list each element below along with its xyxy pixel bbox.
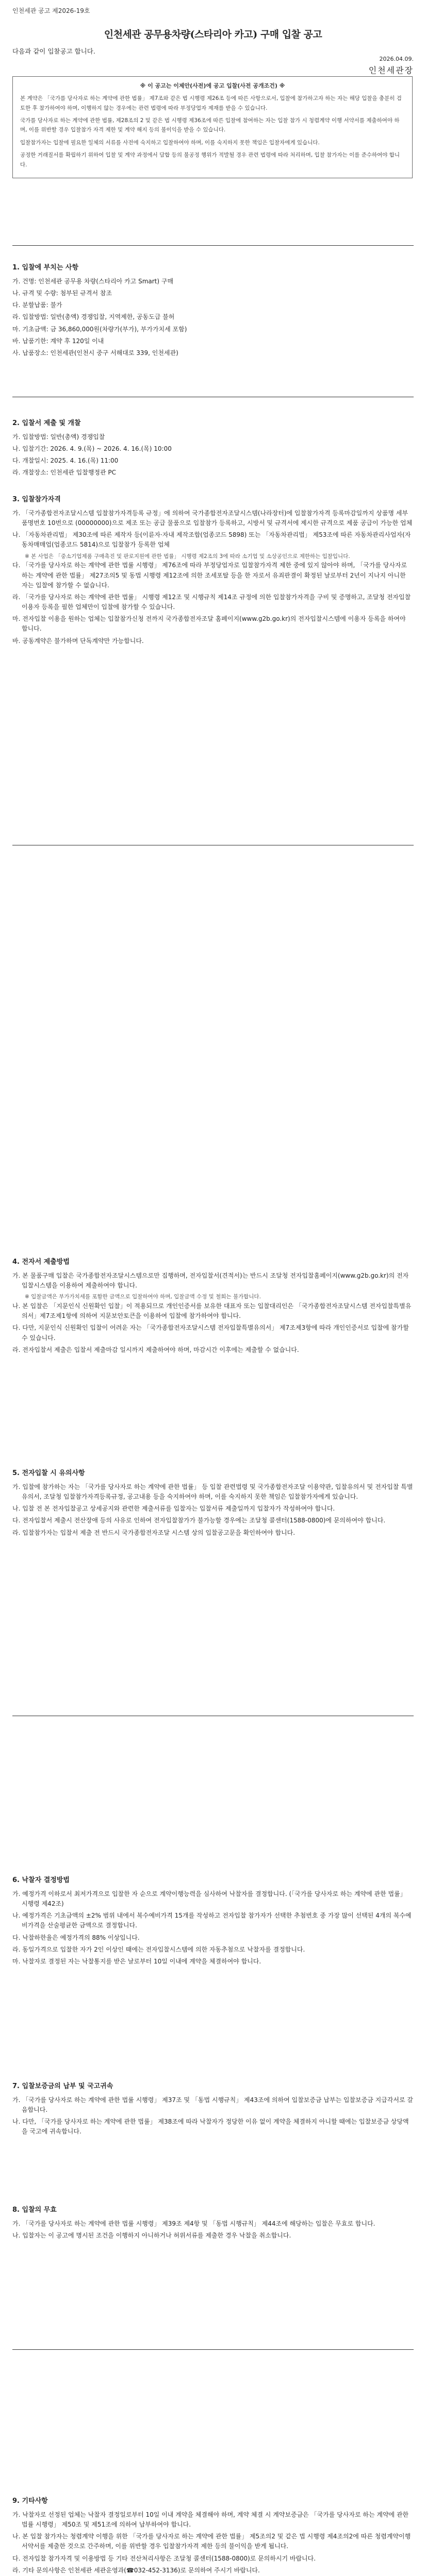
section-4 bbox=[12, 1257, 414, 1357]
list-item: 라. 입찰참가자는 입찰서 제출 전 반드시 국가종합전자조달 시스템 상의 입찰공고문을 확인하여야 합니다. bbox=[12, 1529, 296, 1536]
notice-paragraph: 공정한 거래질서를 확립하기 위하여 입찰 및 계약 과정에서 담합 등의 불공정 행위가 적발될 경우 관련 법령에 따라 처리하며, 입찰 참가자는 이를 준수하여야 합니다. bbox=[20, 152, 400, 168]
list-item: 라. 기타 문의사항은 인천세관 세관운영과(☎032-452-3136)로 문의하여 주시기 바랍니다. bbox=[12, 2566, 260, 2574]
list-item: 다. 전자입찰서 제출시 전산장애 등의 사유로 인하여 전자입찰참가가 불가능할 경우에는 조달청 콜센터(1588-0800)에 문의하여야 합니다. bbox=[12, 1517, 386, 1524]
list-item: 나. 다만, 「국가를 당사자로 하는 계약에 관한 법률」 제38조에 따라 낙찰자가 정당한 이유 없이 계약을 체결하지 아니할 때에는 입찰보증금 상당액을 국고에 귀속합니다. bbox=[12, 2118, 409, 2136]
section-1 bbox=[12, 263, 414, 360]
list-item: 가. 「국가를 당사자로 하는 계약에 관한 법률 시행령」 제37조 및 「동법 시행규칙」 제43조에 의하여 입찰보증금 납부는 입찰보증금 지급각서로 갈음합니다. bbox=[12, 2096, 413, 2113]
list-item: 나. 입찰 전 본 전자입찰공고 상세공지와 관련한 제출서류를 입찰자는 입찰서류 제출일까지 입찰자가 작성하여야 합니다. bbox=[12, 1505, 335, 1513]
notice-paragraph: 입찰참가자는 입찰에 필요한 일체의 서류를 사전에 숙지하고 입찰하여야 하며, 이를 숙지하지 못한 책임은 입찰자에게 있습니다. bbox=[20, 139, 320, 146]
issuer-name-top: 인천세관장 bbox=[368, 65, 414, 75]
notice-paragraph: 본 계약은 「국가를 당사자로 하는 계약에 관한 법률」 제7조와 같은 법 시행령 제26조 등에 따른 사항으로서, 입찰에 참가하고자 하는 자는 해당 입찰을 충분히 검토한 후 참가하여야 하며, 이행하지 않는 경우에는 관련 법령에 따라 부정당업자 제재를 받을 수 있습니다. bbox=[20, 95, 402, 111]
list-item: 나. 규격 및 수량: 첨부된 규격서 참조 bbox=[12, 289, 112, 297]
section-3-note: ※ 본 사업은 「중소기업제품 구매촉진 및 판로지원에 관한 법률」 시행령 제2조의 3에 따라 소기업 및 소상공인으로 제한하는 입찰입니다. bbox=[25, 553, 350, 560]
section-4-heading: 4. 전자서 제출방법 bbox=[12, 1258, 70, 1266]
section-6 bbox=[12, 1875, 414, 1969]
list-item: 다. 개찰일시: 2025. 4. 16.(목) 11:00 bbox=[12, 457, 119, 465]
list-item: 가. 입찰에 참가하는 자는 「국가를 당사자로 하는 계약에 관한 법률」 등 입찰 관련법령 및 국가종합전자조달 이용약관, 입찰유의서 및 전자입찰 특별유의서, 조달청 입찰참가자격등록규정, 공고내용 등을 숙지하여야 하며, 이를 숙지하지 못한 책임은 입찰참가자에게 있습니다. bbox=[12, 1483, 413, 1500]
section-5 bbox=[12, 1468, 414, 1540]
list-item: 나. 예정가격은 기초금액의 ±2% 범위 내에서 복수예비가격 15개를 작성하고 전자입찰 참가자가 선택한 추첨번호 중 가장 많이 선택된 4개의 복수예비가격을 산술평균한 금액으로 결정합니다. bbox=[12, 1912, 412, 1929]
list-item: 다. 전자입찰 참가자격 및 이용방법 등 기타 전산처리사항은 조달청 콜센터(1588-0800)로 문의하시기 바랍니다. bbox=[12, 2554, 316, 2562]
section-8 bbox=[12, 2205, 414, 2243]
list-item: 가. 건명: 인천세관 공무용 차량(스타리아 카고 Smart) 구매 bbox=[12, 277, 174, 285]
section-6-heading: 6. 낙찰자 결정방법 bbox=[12, 1876, 70, 1884]
date-top: 2026.04.09. bbox=[379, 56, 414, 62]
list-item: 라. 「국가를 당사자로 하는 계약에 관한 법률」 시행령 제12조 및 시행규칙 제14조 규정에 의한 입찰참가자격을 구비 및 증명하고, 조달청 전자입찰 이용자 등록을 필한 업체만이 입찰에 참가할 수 있습니다. bbox=[12, 593, 411, 611]
section-4-note: ※ 입찰금액은 부가가치세를 포함한 금액으로 입찰하여야 하며, 입찰금액 수정 및 철회는 불가합니다. bbox=[25, 1294, 261, 1300]
list-item: 라. 개찰장소: 인천세관 입찰행정관 PC bbox=[12, 469, 117, 477]
list-item: 다. 낙찰하한율은 예정가격의 88% 이상입니다. bbox=[12, 1934, 140, 1941]
section-5-heading: 5. 전자입찰 시 유의사항 bbox=[12, 1469, 85, 1477]
list-item: 다. 다만, 지문인식 신원확인 입찰이 어려운 자는 「국가종합전자조달시스템 전자입찰특별유의서」 제7조제3항에 따라 개인인증서로 입찰에 참가할 수 있습니다. bbox=[12, 1324, 409, 1342]
list-item: 나. 입찰기간: 2026. 4. 9.(목) ~ 2026. 4. 16.(목) 10:00 bbox=[12, 445, 172, 452]
list-item: 바. 공동계약은 불가하며 단독계약만 가능합니다. bbox=[12, 637, 144, 645]
section-7-heading: 7. 입찰보증금의 납부 및 국고귀속 bbox=[12, 2082, 113, 2090]
notice-heading: ※ 이 공고는 이제안(사전)에 공고 입찰(사전 공개조건) ※ bbox=[140, 82, 285, 89]
list-item: 나. 본 입찰은 「지문인식 신원확인 입찰」이 적용되므로 개인인증서를 보유한 대표자 또는 입찰대리인은 「국가종합전자조달시스템 전자입찰특별유의서」제7조제1항에 의하여 지문보안토큰을 이용하여 입찰에 참가하여야 합니다. bbox=[12, 1302, 412, 1320]
list-item: 가. 예정가격 이하로서 최저가격으로 입찰한 자 순으로 계약이행능력을 심사하여 낙찰자를 결정합니다. (「국가를 당사자로 하는 계약에 관한 법률」 시행령 제42조) bbox=[12, 1890, 406, 1907]
section-3 bbox=[12, 495, 414, 648]
issuer-top bbox=[369, 55, 414, 77]
page-title: 인천세관 공무용차량(스타리아 카고) 구매 입찰 공고 bbox=[104, 29, 322, 40]
divider bbox=[12, 245, 414, 246]
section-8-heading: 8. 입찰의 무효 bbox=[12, 2206, 57, 2214]
list-item: 마. 기초금액: 금 36,860,000원(차량가(부가), 부가가치세 포함) bbox=[12, 325, 187, 333]
list-item: 라. 입찰방법: 일반(총액) 경쟁입찰, 지역제한, 공동도급 불허 bbox=[12, 313, 175, 321]
section-2-heading: 2. 입찰서 제출 및 개찰 bbox=[12, 419, 81, 427]
list-item: 가. 「국가종합전자조달시스템 입찰참가자격등록 규정」에 의하여 국가종합전자조달시스템(나라장터)에 입찰참가자격 등록마감일까지 상품명 세부품명번호 10번으로 (00000000)으로 제조 또는 공급 물품으로 입찰참가 등록하고, 시방서 및 규격서에 제시한 규격으로 제품 공급이 가능한 업체 bbox=[12, 509, 413, 527]
section-2 bbox=[12, 418, 414, 480]
section-1-heading: 1. 입찰에 부치는 사항 bbox=[12, 264, 79, 272]
notice-box bbox=[12, 76, 413, 178]
list-item: 가. 낙찰자로 선정된 업체는 낙찰자 결정일로부터 10일 이내 계약을 체결해야 하며, 계약 체결 시 계약보증금은 「국가를 당사자로 하는 계약에 관한 법률 시행령」 제50조 및 제51조에 의하여 납부하여야 합니다. bbox=[12, 2511, 409, 2528]
list-item: 마. 낙찰자로 결정된 자는 낙찰통지를 받은 날로부터 10일 이내에 계약을 체결하여야 합니다. bbox=[12, 1957, 261, 1965]
list-item: 가. 입찰방법: 일반(총액) 경쟁입찰 bbox=[12, 433, 105, 440]
section-3-heading: 3. 입찰참가자격 bbox=[12, 496, 61, 503]
list-item: 라. 전자입찰서 제출은 입찰서 제출마감 일시까지 제출하여야 하며, 마감시간 이후에는 제출할 수 없습니다. bbox=[12, 1346, 299, 1353]
list-item: 나. 「자동차관리법」 제30조에 따른 제작자 등(이륜자·자내 제작조합(업종코드 5898) 또는 「자동차관리법」 제53조에 따른 자동차관리사업자(자동차매매업(업종코드 5814)으로 입찰참가 등록한 업체 bbox=[12, 531, 411, 549]
list-item: 바. 납품기한: 계약 후 120일 이내 bbox=[12, 337, 104, 345]
divider bbox=[12, 2349, 414, 2350]
section-7 bbox=[12, 2081, 414, 2139]
list-item: 가. 「국가를 당사자로 하는 계약에 관한 법률 시행령」 제39조 제4항 및 「동법 시행규칙」 제44조에 해당하는 입찰은 무효로 합니다. bbox=[12, 2219, 375, 2227]
list-item: 라. 동일가격으로 입찰한 자가 2인 이상인 때에는 전자입찰시스템에 의한 자동추첨으로 낙찰자를 결정합니다. bbox=[12, 1945, 305, 1953]
list-item: 나. 입찰자는 이 공고에 명시된 조건을 이행하지 아니하거나 허위서류를 제출한 경우 낙찰을 취소합니다. bbox=[12, 2231, 291, 2239]
doc-number: 인천세관 공고 제2026-19호 bbox=[12, 7, 90, 14]
section-9-heading: 9. 기타사항 bbox=[12, 2497, 48, 2505]
list-item: 나. 본 입찰 참가자는 청렴계약 이행을 위한 「국가를 당사자로 하는 계약에 관한 법률」 제5조의2 및 같은 법 시행령 제4조의2에 따른 청렴계약이행서약서를 제출한 것으로 간주하며, 이를 위반할 경우 입찰참가자격 제한 등의 불이익을 받게 됩니다. bbox=[12, 2533, 411, 2550]
list-item: 사. 납품장소: 인천세관(인천시 중구 서해대로 339, 인천세관) bbox=[12, 349, 178, 357]
list-item: 다. 「국가를 당사자로 하는 계약에 관한 법률 시행령」 제76조에 따라 부정당업자로 입찰참가자격 제한 중에 있지 않아야 하며, 「국가를 당사자로 하는 계약에 관한 법률」 제27조의5 및 동법 시행령 제12조에 의한 조세포탈 등을 한 자로서 유죄판결이 확정된 날로부터 2년이 지나지 아니한 자는 입찰에 참가할 수 없습니다. bbox=[12, 562, 407, 589]
list-item: 마. 전자입찰 이용을 원하는 업체는 입찰참가신청 전까지 국가종합전자조달 홈페이지(www.g2b.go.kr)의 전자입찰시스템에 이용자 등록을 하여야 합니다. bbox=[12, 615, 406, 633]
notice-paragraph: 국가를 당사자로 하는 계약에 관한 법률, 제28조의 2 및 같은 법 시행령 제36조에 따른 입찰에 참여하는 자는 입찰 참가 시 청렴계약 이행 서약서를 제출하여야 하며, 이를 위반할 경우 입찰참가 자격 제한 및 계약 해지 등의 불이익을 받을 수 있습니다. bbox=[20, 117, 400, 133]
list-item: 가. 본 물품구매 입찰은 국가종합전자조달시스템으로만 집행하며, 전자입찰서(견적서)는 반드시 조달청 전자입찰홈페이지(www.g2b.go.kr)의 전자입찰시스템을 이용하여 제출하여야 합니다. bbox=[12, 1272, 409, 1289]
section-9 bbox=[12, 2496, 414, 2576]
list-item: 다. 분할납품: 불가 bbox=[12, 301, 62, 309]
intro-text: 다음과 같이 입찰공고 합니다. bbox=[12, 47, 95, 55]
